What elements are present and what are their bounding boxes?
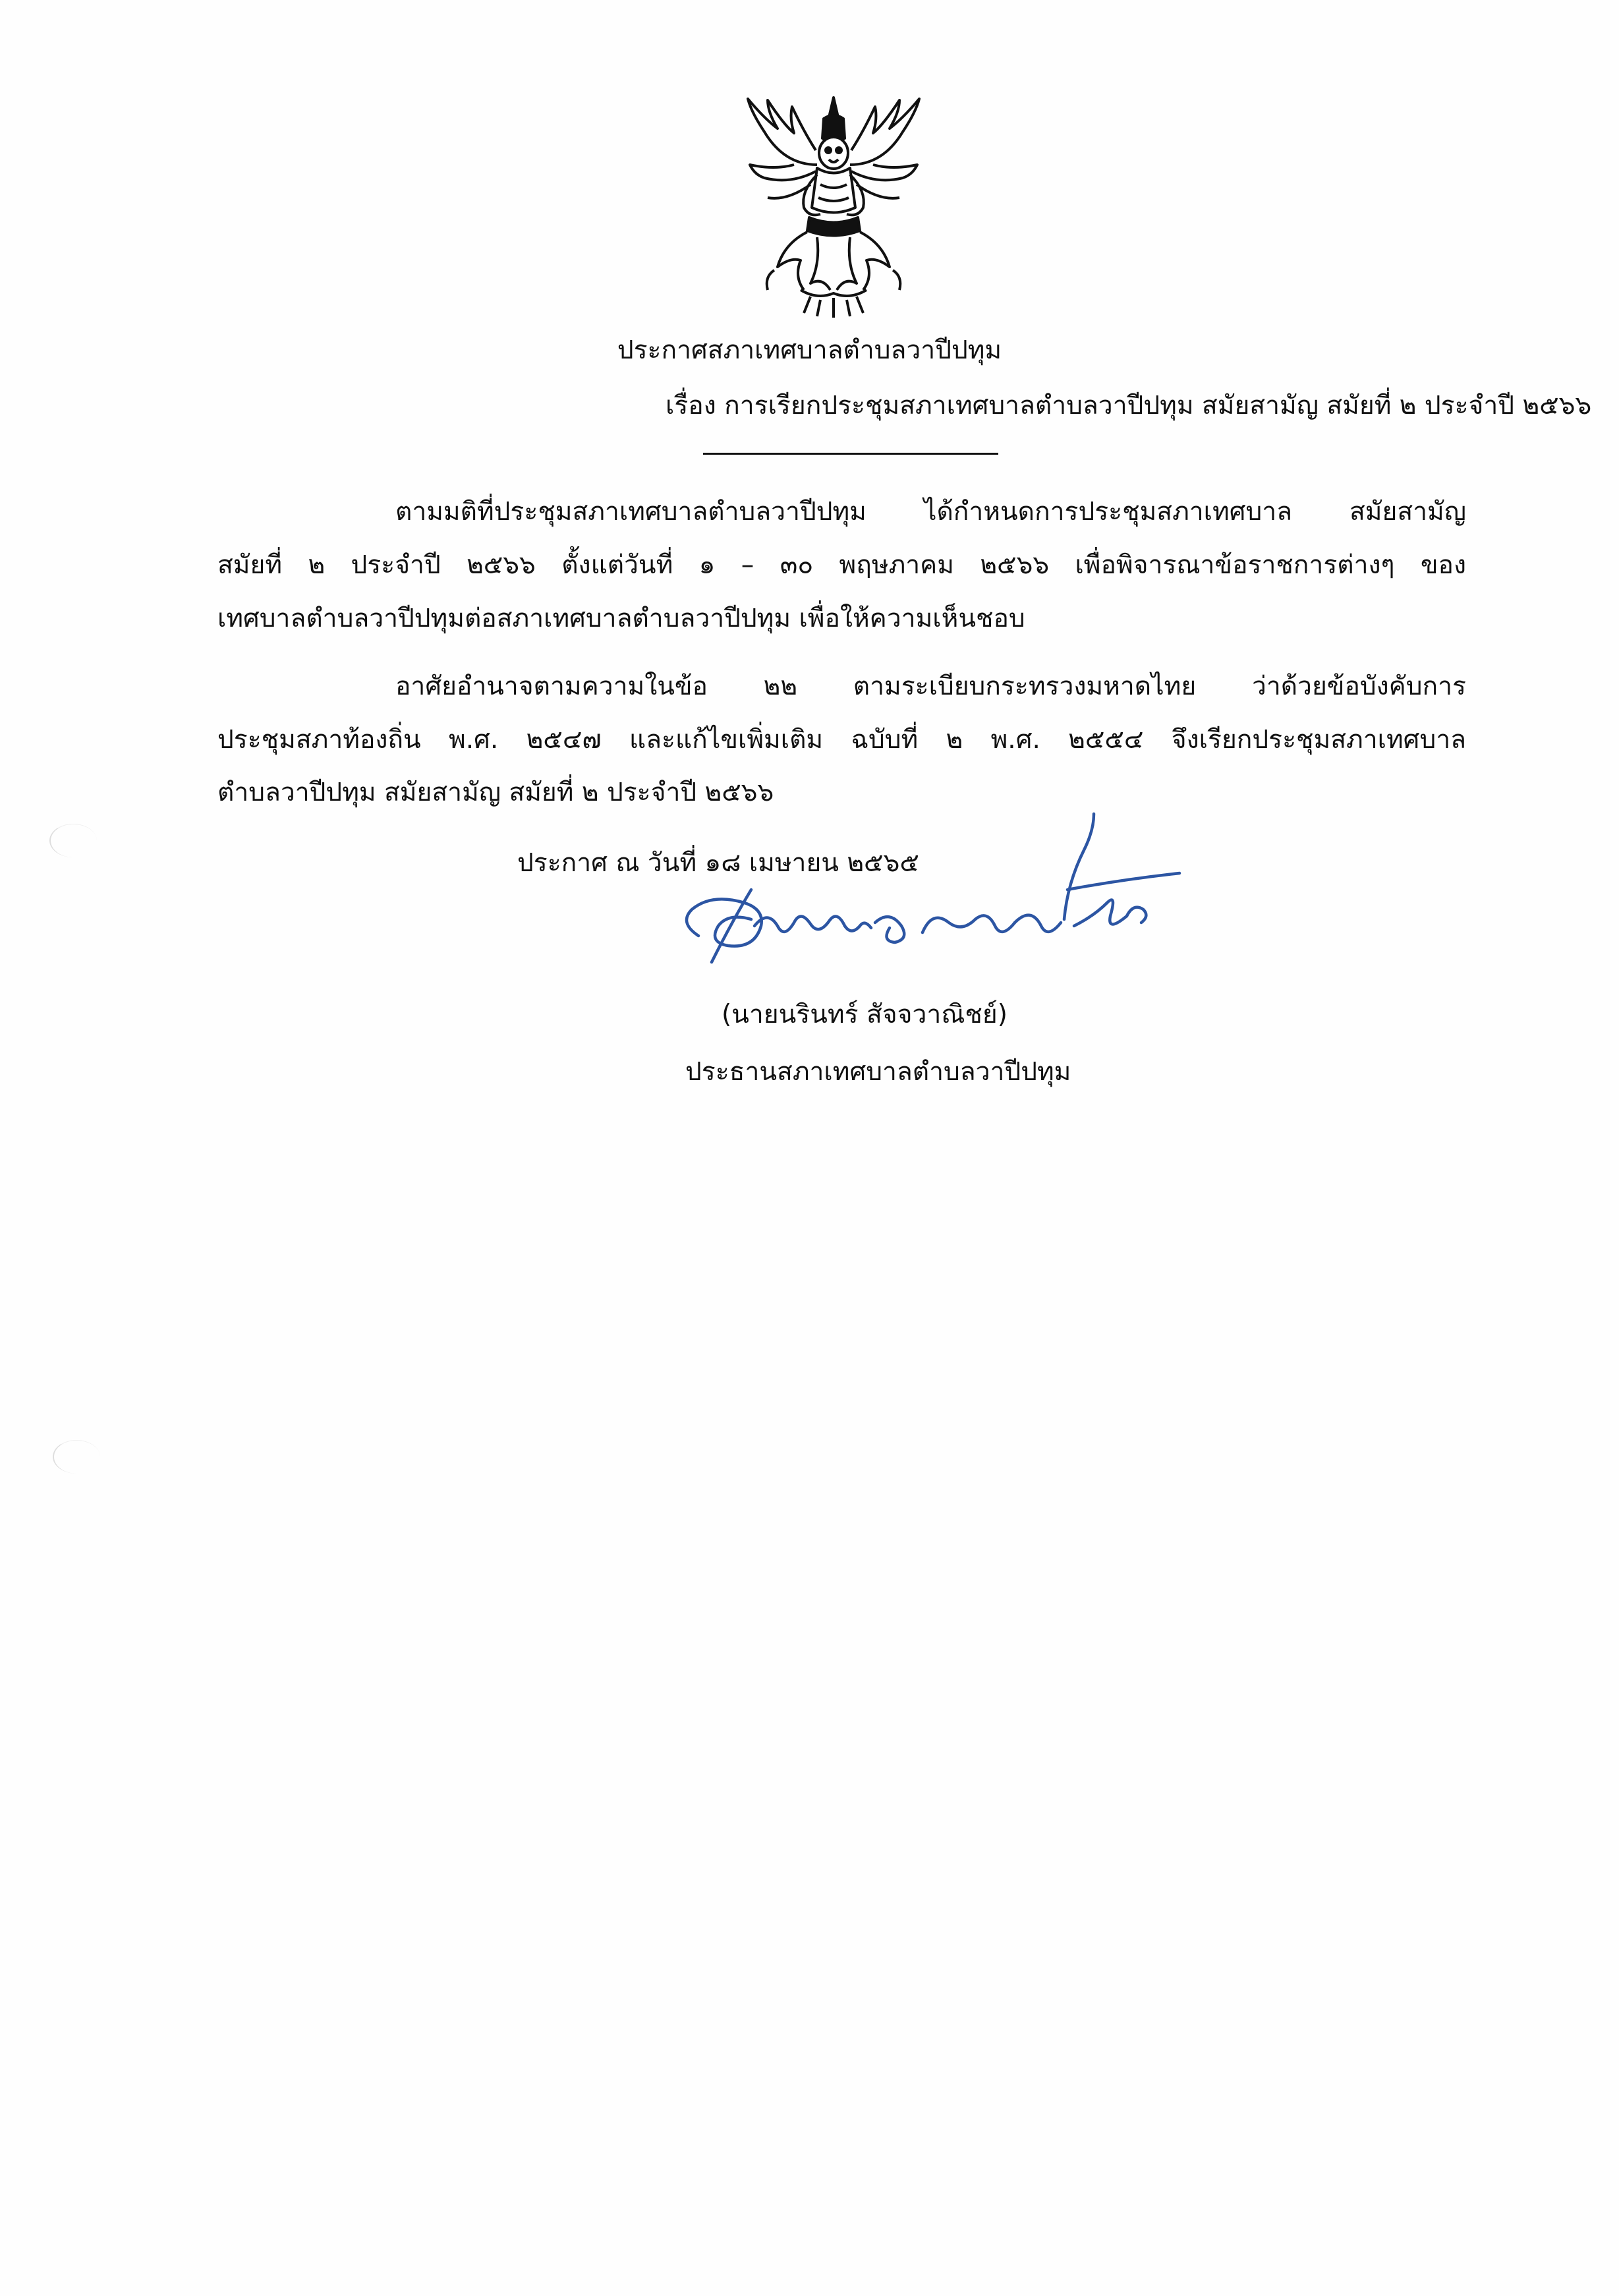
scan-mark <box>49 824 97 857</box>
paragraph-1-line-2: สมัยที่ ๒ ประจำปี ๒๕๖๖ ตั้งแต่วันที่ ๑ – ๓๐ พฤษภาคม ๒๕๖๖ เพื่อพิจารณาข้อราชการต่างๆ ของ <box>217 550 1466 580</box>
paragraph-2-line-1: อาศัยอำนาจตามความในข้อ ๒๒ ตามระเบียบกระทรวงมหาดไทย ว่าด้วยข้อบังคับการ <box>395 672 1466 701</box>
page-title: ประกาศสภาเทศบาลตำบลวาปีปทุม <box>617 335 1002 365</box>
paragraph-1-line-1: ตามมติที่ประชุมสภาเทศบาลตำบลวาปีปทุม ได้กำหนดการประชุมสภาเทศบาล สมัยสามัญ <box>395 497 1466 527</box>
subject-line: เรื่อง การเรียกประชุมสภาเทศบาลตำบลวาปีปทุม สมัยสามัญ สมัยที่ ๒ ประจำปี ๒๕๖๖ <box>666 391 1592 420</box>
signer-position: ประธานสภาเทศบาลตำบลวาปีปทุม <box>685 1057 1071 1087</box>
paragraph-1-line-3: เทศบาลตำบลวาปีปทุมต่อสภาเทศบาลตำบลวาปีปทุม เพื่อให้ความเห็นชอบ <box>217 604 1025 633</box>
signer-name: (นายนรินทร์ สัจจวาณิชย์) <box>722 1000 1008 1029</box>
handwritten-signature-icon <box>672 811 1206 1002</box>
paragraph-2-line-3: ตำบลวาปีปทุม สมัยสามัญ สมัยที่ ๒ ประจำปี ๒๕๖๖ <box>217 778 774 807</box>
heading-divider <box>703 453 998 455</box>
garuda-emblem-icon <box>738 92 929 320</box>
paragraph-2-line-2: ประชุมสภาท้องถิ่น พ.ศ. ๒๕๔๗ และแก้ไขเพิ่มเติม ฉบับที่ ๒ พ.ศ. ๒๕๕๔ จึงเรียกประชุมสภาเทศบาล <box>217 725 1466 755</box>
scan-mark <box>53 1440 100 1474</box>
announcement-date: ประกาศ ณ วันที่ ๑๘ เมษายน ๒๕๖๕ <box>517 848 919 878</box>
